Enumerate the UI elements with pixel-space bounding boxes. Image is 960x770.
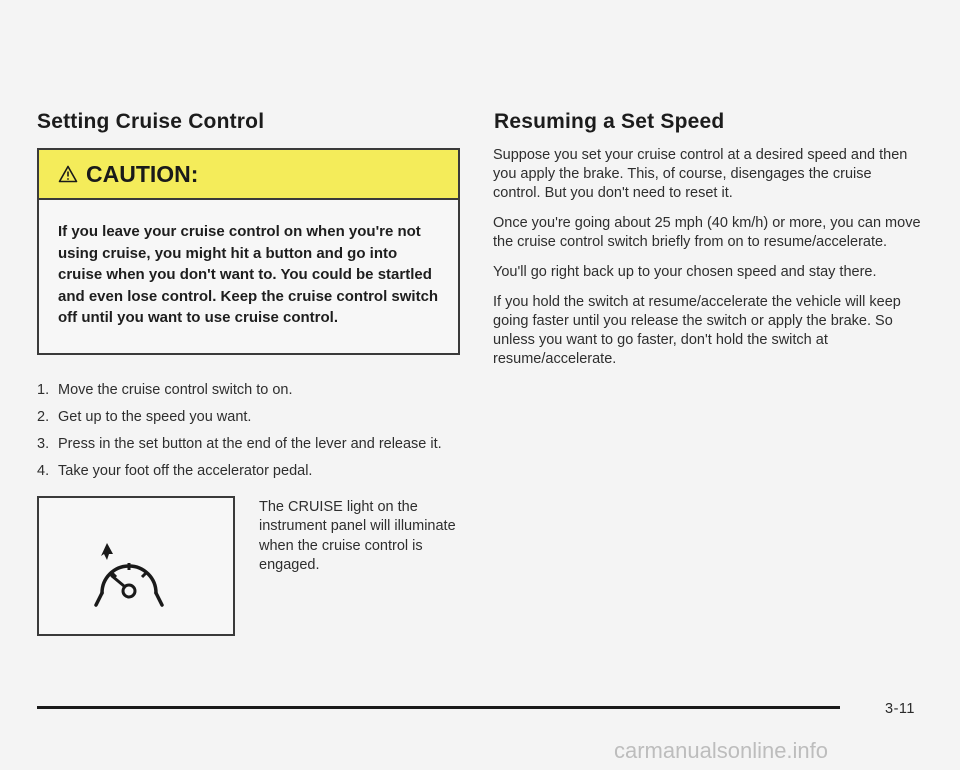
paragraph: You'll go right back up to your chosen speed and stay there.: [493, 264, 877, 280]
resuming-set-speed-heading: Resuming a Set Speed: [494, 110, 725, 133]
watermark: carmanualsonline.info: [614, 738, 829, 763]
step-text: Press in the set button at the end of the lever and release it.: [58, 435, 442, 452]
page-number: 3-11: [885, 701, 915, 717]
setting-cruise-control-heading: Setting Cruise Control: [37, 110, 265, 133]
left-column: [37, 110, 460, 636]
figure-caption: The CRUISE light on the instrument panel will illuminate when the cruise control is engaged.: [259, 498, 456, 573]
paragraph: Once you're going about 25 mph (40 km/h) or more, you can move the cruise control switch briefly from on to resume/accelerate.: [493, 215, 921, 250]
step-text: Move the cruise control switch to on.: [58, 381, 293, 398]
figure-row: [37, 496, 460, 636]
step-number: 3.: [37, 435, 50, 452]
list-item: [37, 435, 460, 454]
step-text: Take your foot off the accelerator pedal.: [58, 462, 313, 479]
step-number: 2.: [37, 408, 50, 425]
steps-list: [37, 381, 460, 481]
footer-rule: [37, 706, 840, 709]
step-number: 4.: [37, 462, 50, 479]
list-item: [37, 381, 460, 400]
right-column: [493, 110, 923, 369]
warning-triangle-icon: [58, 165, 78, 183]
caution-header: [39, 150, 458, 200]
list-item: [37, 408, 460, 427]
paragraph: Suppose you set your cruise control at a desired speed and then you apply the brake. This, of course, disengages the cruise control. But you don't need to reset it.: [493, 147, 908, 201]
caution-label: CAUTION:: [86, 160, 199, 187]
caution-text: If you leave your cruise control on when you're not using cruise, you might hit a button and go into cruise when you don't want to. You could be startled and even lose control. Keep the cruise control switch off until you want to use cruise control.: [58, 223, 439, 326]
step-text: Get up to the speed you want.: [58, 408, 252, 425]
list-item: [37, 462, 460, 481]
paragraph: If you hold the switch at resume/accelerate the vehicle will keep going faster until you release the switch or apply the brake. So unless you want to go faster, don't hold the switch at resume/accelerate.: [493, 294, 901, 367]
caution-box: [37, 148, 460, 355]
cruise-control-speedometer-icon: [39, 498, 233, 634]
step-number: 1.: [37, 381, 50, 398]
cruise-light-figure: [37, 496, 235, 636]
